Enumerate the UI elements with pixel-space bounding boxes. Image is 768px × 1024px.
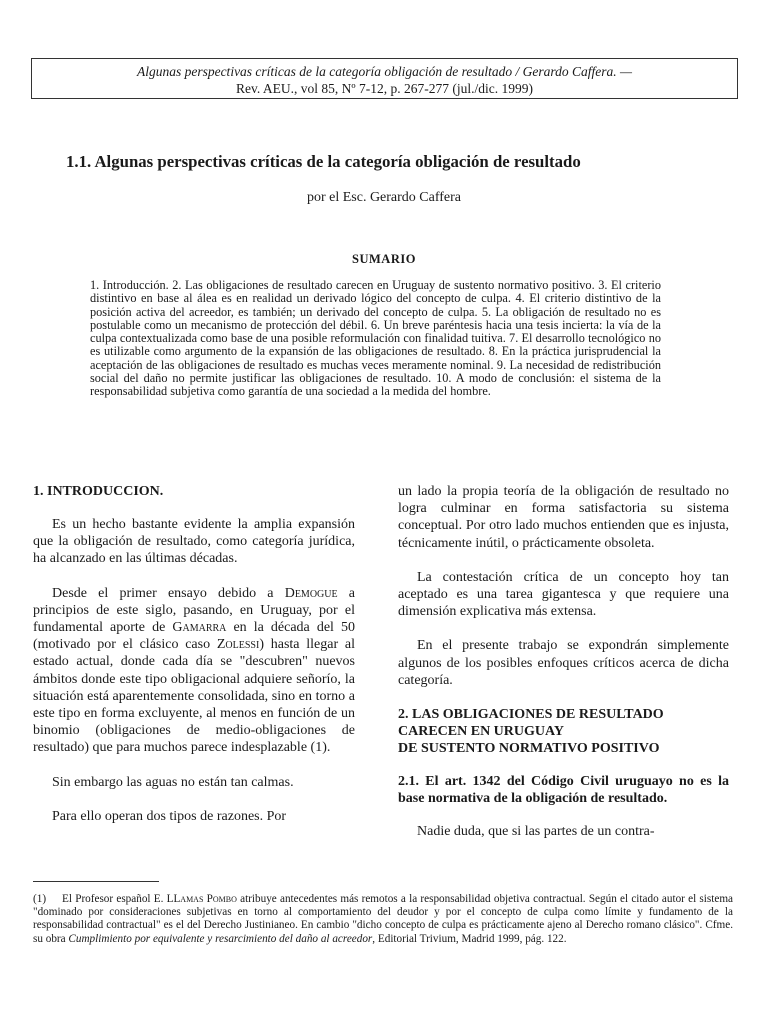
case-name: Zolessi [216, 637, 260, 653]
author-name: Gamarra [172, 620, 227, 636]
text-run: en la década del 50 (motivado por el clásico caso [33, 620, 355, 653]
footnote-divider [33, 881, 159, 882]
right-column [398, 483, 729, 857]
citation-line-2: Rev. AEU., vol 85, Nº 7-12, p. 267-277 (jul./dic. 1999) [236, 81, 533, 96]
article-author: por el Esc. Gerardo Caffera [306, 190, 462, 205]
paragraph: En el presente trabajo se expondrán simplemente algunos de los posibles enfoques críticos acerca de dicha categoría. [398, 638, 729, 688]
paragraph: Sin embargo las aguas no están tan calmas. [52, 774, 294, 790]
book-title: Cumplimiento por equivalente y resarcimiento del daño al acreedor [68, 932, 373, 945]
section-1-heading: 1. INTRODUCCION. [33, 484, 164, 499]
article-title: 1.1. Algunas perspectivas críticas de la categoría obligación de resultado [66, 152, 581, 171]
text-run: , Editorial Trivium, Madrid 1999, pág. 122. [372, 932, 567, 945]
summary-text: 1. Introducción. 2. Las obligaciones de resultado carecen en Uruguay de sustento normativo positivo. 3. El criterio distintivo en base al álea es en realidad un derivado lógico del concepto de culpa. 4. El criterio distintivo de la posición activa del acreedor, es también; un derivado del concepto de culpa. 5. La obligación de resultado no es postulable como un mecanismo de protección del débil. 6. Un breve paréntesis hacia una tesis incierta: la vía de la culpa contextualizada como base de una posible reformulación con finalidad tuitiva. 7. El desarrollo tecnológico no es utilizable como argumento de la expansión de las obligaciones de resultado. 8. En la práctica jurisprudencial la aceptación de las obligaciones de resultado es muchas veces meramente nominal. 9. La necesidad de redistribución social del daño no permite justificar las obligaciones de resultado. 10. A modo de conclusión: el sistema de la responsabilidad subjetiva como garantía de una sociedad a la medida del hombre. [90, 278, 661, 399]
subsection-2-1-heading: 2.1. El art. 1342 del Código Civil uruguayo no es la base normativa de la obligación de resultado. [398, 774, 729, 807]
text-run: ) hasta llegar al estado actual, donde cada día se "descubren" nuevos ámbitos donde este tipo obligacional adquiere señorío, la situación está aparentemente consolidada, sino en torno a este tipo en forma excluyente, al menos en función de un binomio (obligaciones de medio-obligaciones de resultado) que para muchos parece indesplazable (1). [33, 637, 355, 756]
summary-heading: SUMARIO [352, 252, 416, 266]
paragraph: un lado la propia teoría de la obligación de resultado no logra culminar en forma satisfactoria su sistema conceptual. Por otro lado muchos entienden que es injusta, técnicamente inútil, o prácticamente obsoleta. [398, 484, 729, 551]
paragraph [33, 585, 355, 757]
text-run: a principios de este siglo, pasando, en Uruguay, por el fundamental aporte de [33, 585, 355, 636]
left-column [33, 483, 355, 842]
text-run: El Profesor español E. [62, 893, 167, 905]
author-name: LLamas Pombo [166, 893, 237, 905]
paragraph: Para ello operan dos tipos de razones. Por [52, 808, 287, 824]
footnote [33, 893, 733, 946]
paragraph: Es un hecho bastante evidente la amplia expansión que la obligación de resultado, como categoría jurídica, ha alcanzado en las últimas décadas. [33, 517, 355, 567]
author-name: Demogue [284, 585, 338, 601]
footnote-number: (1) [33, 893, 47, 905]
heading-line: CARECEN EN URUGUAY [398, 724, 564, 740]
paragraph: Nadie duda, que si las partes de un contra- [417, 824, 655, 840]
heading-line: DE SUSTENTO NORMATIVO POSITIVO [398, 741, 660, 757]
heading-line: 2. LAS OBLIGACIONES DE RESULTADO [398, 707, 664, 723]
section-2-heading [398, 706, 729, 757]
citation-header [31, 58, 738, 99]
text-run: atribuye antecedentes más remotos a la responsabilidad objetiva contractual. Según el citado autor el sistema "dominado por consideraciones subjetivas en torno al comportamiento del deudor y por el concepto de culpa como límite y fundamento de la responsabilidad contractual" es el del Derecho Justinianeo. En cambio "dicho concepto de culpa es prácticamente ajeno al Derecho romano clásico". Cfme. su obra [33, 893, 733, 945]
citation-line-1: Algunas perspectivas críticas de la categoría obligación de resultado / Gerardo Caffera. — [136, 64, 633, 79]
paragraph: La contestación crítica de un concepto hoy tan aceptado es una tarea gigantesca y que requiere una dimensión explicativa más extensa. [398, 569, 729, 620]
text-run: Desde el primer ensayo debido a [52, 585, 285, 601]
